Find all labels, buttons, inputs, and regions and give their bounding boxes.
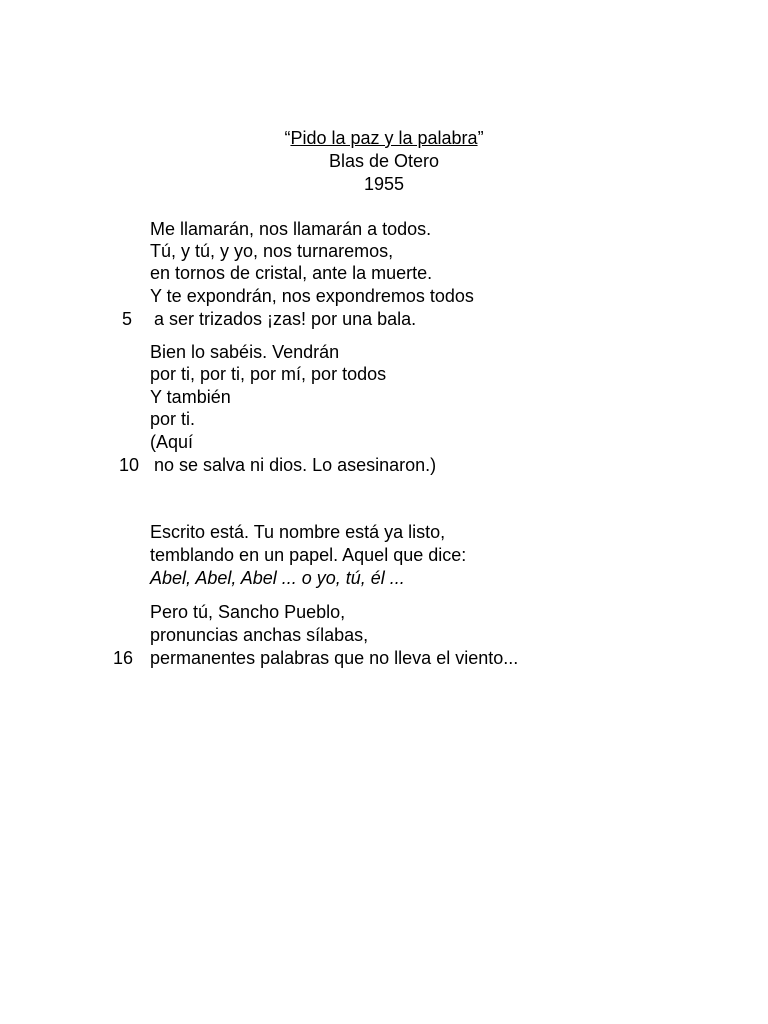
line-number-10: 10 xyxy=(118,455,139,475)
verse-line-10: (Aquí xyxy=(150,432,194,452)
verse-line-11: no se salva ni dios. Lo asesinaron.) xyxy=(154,455,437,475)
verse-line-17: permanentes palabras que no lleva el viento... xyxy=(150,648,519,668)
title-open-quote: “ xyxy=(284,128,291,148)
poem-year: 1955 xyxy=(363,174,405,194)
verse-line-3: en tornos de cristal, ante la muerte. xyxy=(150,263,433,283)
verse-line-16: pronuncias anchas sílabas, xyxy=(150,625,369,645)
verse-line-7: por ti, por ti, por mí, por todos xyxy=(150,364,387,384)
poem-author: Blas de Otero xyxy=(328,151,440,171)
title-close-quote: ” xyxy=(477,128,484,148)
verse-line-9: por ti. xyxy=(150,409,196,429)
line-number-5: 5 xyxy=(121,309,132,329)
verse-line-1: Me llamarán, nos llamarán a todos. xyxy=(150,219,432,239)
verse-line-8: Y también xyxy=(150,387,231,407)
verse-line-4: Y te expondrán, nos expondremos todos xyxy=(150,286,474,306)
verse-line-5: a ser trizados ¡zas! por una bala. xyxy=(154,309,417,329)
verse-line-13: temblando en un papel. Aquel que dice: xyxy=(150,545,467,565)
verse-line-15: Pero tú, Sancho Pueblo, xyxy=(150,602,346,622)
line-number-16: 16 xyxy=(112,648,133,668)
verse-line-6: Bien lo sabéis. Vendrán xyxy=(150,342,340,362)
verse-line-12: Escrito está. Tu nombre está ya listo, xyxy=(150,522,446,542)
verse-line-2: Tú, y tú, y yo, nos turnaremos, xyxy=(150,241,394,261)
verse-line-14: Abel, Abel, Abel ... o yo, tú, él ... xyxy=(150,568,405,588)
poem-title: Pido la paz y la palabra xyxy=(290,128,478,148)
